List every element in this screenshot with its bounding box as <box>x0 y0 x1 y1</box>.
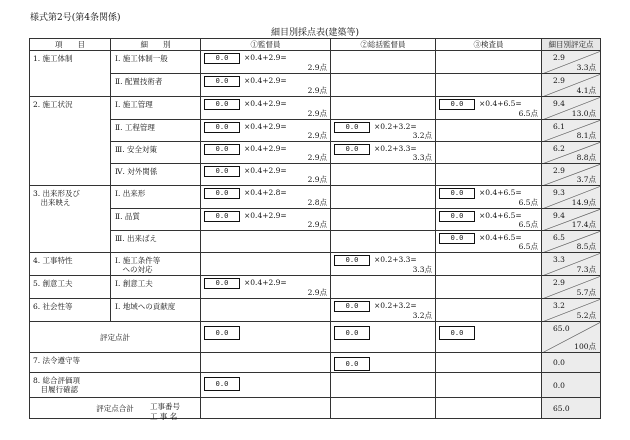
subitem-cell <box>111 186 201 209</box>
score-result: 2.9点 <box>307 109 327 118</box>
supervisor-cell <box>201 398 331 419</box>
item-label: 6. 社会性等 <box>33 302 73 311</box>
inspector-cell <box>436 299 542 322</box>
score-result: 2.9点 <box>307 175 327 184</box>
inspector-cell <box>436 373 542 398</box>
score-input-box[interactable]: 0.0 <box>439 326 475 340</box>
item-label: 2. 施工状況 <box>33 100 73 109</box>
inspector-cell <box>436 51 542 74</box>
evaluation-score: 65.0 <box>553 404 570 413</box>
score-input-box[interactable]: 0.0 <box>204 211 240 222</box>
subitem-label: Ⅳ. 対外関係 <box>115 167 158 176</box>
inspector-cell <box>436 164 542 186</box>
subitem-cell <box>111 97 201 120</box>
row-label-cell <box>30 322 201 353</box>
evaluation-score: 2.9 <box>553 166 565 175</box>
score-result: 3.3点 <box>412 265 432 274</box>
score-formula: ×0.2+3.2= <box>374 301 417 310</box>
subitem-label: Ⅱ. 配置技術者 <box>115 77 163 86</box>
supervisor-cell <box>201 51 331 74</box>
score-input-box[interactable]: 0.0 <box>334 326 370 340</box>
score-input-box[interactable]: 0.0 <box>204 144 240 155</box>
chief-supervisor-cell <box>331 164 436 186</box>
table-row <box>30 231 601 253</box>
inspector-cell <box>436 253 542 276</box>
evaluation-cell <box>542 142 601 164</box>
evaluation-max: 7.3点 <box>576 265 596 274</box>
score-input-box[interactable]: 0.0 <box>334 122 370 133</box>
subitem-label: Ⅰ. 施工条件等 への対応 <box>115 256 161 274</box>
chief-supervisor-cell <box>331 142 436 164</box>
supervisor-cell <box>201 120 331 142</box>
score-result: 6.5点 <box>518 109 538 118</box>
score-result: 2.9点 <box>307 288 327 297</box>
evaluation-score: 6.1 <box>553 122 565 131</box>
evaluation-max: 5.7点 <box>576 288 596 297</box>
subitem-label: Ⅱ. 工程管理 <box>115 123 155 132</box>
subitem-cell <box>111 253 201 276</box>
chief-supervisor-cell <box>331 322 436 353</box>
chief-supervisor-cell <box>331 276 436 299</box>
score-formula: ×0.4+2.9= <box>244 211 287 220</box>
score-input-box[interactable]: 0.0 <box>439 211 475 222</box>
evaluation-cell <box>542 398 601 419</box>
header-item: 項 目 <box>30 39 111 51</box>
row-label-cell <box>30 353 201 373</box>
supervisor-cell <box>201 322 331 353</box>
inspector-cell <box>436 186 542 209</box>
inspector-cell <box>436 120 542 142</box>
score-formula: ×0.4+2.9= <box>244 99 287 108</box>
subitem-cell <box>111 209 201 231</box>
score-input-box[interactable]: 0.0 <box>204 76 240 87</box>
inspector-cell <box>436 97 542 120</box>
evaluation-max: 3.7点 <box>576 175 596 184</box>
total-row <box>30 398 601 419</box>
supervisor-cell <box>201 164 331 186</box>
subitem-label: Ⅰ. 創意工夫 <box>115 279 153 288</box>
supervisor-cell <box>201 231 331 253</box>
score-formula: ×0.4+2.9= <box>244 53 287 62</box>
inspector-cell <box>436 322 542 353</box>
supervisor-cell <box>201 276 331 299</box>
supervisor-cell <box>201 373 331 398</box>
supervisor-cell <box>201 353 331 373</box>
subitem-label: Ⅲ. 安全対策 <box>115 145 158 154</box>
subitem-label: Ⅰ. 出来形 <box>115 189 146 198</box>
supervisor-cell <box>201 97 331 120</box>
evaluation-score: 0.0 <box>553 358 565 367</box>
item-cell <box>30 253 111 276</box>
score-input-box[interactable]: 0.0 <box>439 233 475 244</box>
row-label: 評定点合計 <box>96 404 134 413</box>
table-row <box>30 186 601 209</box>
row-label: 評定点計 <box>100 333 130 342</box>
inspector-cell <box>436 353 542 373</box>
score-formula: ×0.4+6.5= <box>479 233 522 242</box>
evaluation-max: 8.1点 <box>576 131 596 140</box>
chief-supervisor-cell <box>331 398 436 419</box>
subitem-cell <box>111 74 201 97</box>
score-result: 6.5点 <box>518 220 538 229</box>
item-label: 1. 施工体制 <box>33 54 73 63</box>
evaluation-max: 13.0点 <box>571 109 596 118</box>
inspector-cell <box>436 276 542 299</box>
evaluation-cell <box>542 51 601 74</box>
score-result: 2.9点 <box>307 131 327 140</box>
subitem-label: Ⅰ. 施工体制一般 <box>115 54 168 63</box>
score-input-box[interactable]: 0.0 <box>334 357 370 371</box>
inspector-cell <box>436 209 542 231</box>
score-input-box[interactable]: 0.0 <box>204 188 240 199</box>
subitem-cell <box>111 276 201 299</box>
score-result: 3.3点 <box>412 153 432 162</box>
table-row <box>30 253 601 276</box>
score-input-box[interactable]: 0.0 <box>439 188 475 199</box>
evaluation-cell <box>542 299 601 322</box>
header-supervisor: ①監督員 <box>201 39 331 51</box>
subitem-label: Ⅰ. 施工管理 <box>115 100 153 109</box>
score-result: 2.9点 <box>307 86 327 95</box>
item-cell <box>30 97 111 186</box>
row-label-cell <box>30 373 201 398</box>
evaluation-cell <box>542 209 601 231</box>
table-row <box>30 120 601 142</box>
evaluation-max: 3.3点 <box>576 63 596 72</box>
evaluation-score: 9.4 <box>553 211 565 220</box>
table-row <box>30 209 601 231</box>
item-label: 3. 出来形及び 出来映え <box>33 189 81 207</box>
header-inspector: ③検査員 <box>436 39 542 51</box>
item-cell <box>30 186 111 253</box>
evaluation-score: 6.2 <box>553 144 565 153</box>
evaluation-cell <box>542 120 601 142</box>
item-label: 5. 創意工夫 <box>33 279 73 288</box>
supervisor-cell <box>201 74 331 97</box>
subitem-cell <box>111 51 201 74</box>
score-result: 3.2点 <box>412 131 432 140</box>
score-input-box[interactable]: 0.0 <box>439 99 475 110</box>
table-row <box>30 276 601 299</box>
score-result: 2.8点 <box>307 198 327 207</box>
chief-supervisor-cell <box>331 209 436 231</box>
score-formula: ×0.4+6.5= <box>479 99 522 108</box>
chief-supervisor-cell <box>331 97 436 120</box>
evaluation-max: 8.5点 <box>576 242 596 251</box>
inspector-cell <box>436 74 542 97</box>
subitem-label: Ⅲ. 出来ばえ <box>115 234 158 243</box>
law-compliance-row <box>30 353 601 373</box>
evaluation-cell <box>542 97 601 120</box>
evaluation-max: 14.9点 <box>571 198 596 207</box>
score-formula: ×0.4+6.5= <box>479 211 522 220</box>
evaluation-cell <box>542 373 601 398</box>
score-input-box[interactable]: 0.0 <box>204 99 240 110</box>
evaluation-cell <box>542 353 601 373</box>
footer-construction-number: 工事番号 <box>150 402 180 411</box>
table-row <box>30 97 601 120</box>
score-formula: ×0.2+3.2= <box>374 122 417 131</box>
item-cell <box>30 51 111 97</box>
score-result: 2.9点 <box>307 220 327 229</box>
score-formula: ×0.4+2.9= <box>244 76 287 85</box>
evaluation-score: 9.4 <box>553 99 565 108</box>
score-input-box[interactable]: 0.0 <box>334 301 370 312</box>
score-input-box[interactable]: 0.0 <box>204 326 240 340</box>
evaluation-max: 5.2点 <box>576 311 596 320</box>
score-formula: ×0.4+2.9= <box>244 144 287 153</box>
evaluation-score: 3.2 <box>553 301 565 310</box>
supervisor-cell <box>201 209 331 231</box>
header-subitem: 細 別 <box>111 39 201 51</box>
score-result: 2.9点 <box>307 63 327 72</box>
table-row <box>30 299 601 322</box>
score-formula: ×0.2+3.3= <box>374 255 417 264</box>
table-row <box>30 51 601 74</box>
score-input-box[interactable]: 0.0 <box>204 278 240 289</box>
evaluation-max: 17.4点 <box>571 220 596 229</box>
score-result: 2.9点 <box>307 153 327 162</box>
score-input-box[interactable]: 0.0 <box>204 122 240 133</box>
inspector-cell <box>436 231 542 253</box>
score-formula: ×0.4+2.8= <box>244 188 287 197</box>
chief-supervisor-cell <box>331 253 436 276</box>
header-evaluation: 細目別評定点 <box>542 39 601 51</box>
evaluation-cell <box>542 231 601 253</box>
subitem-label: Ⅱ. 品質 <box>115 212 140 221</box>
evaluation-cell <box>542 253 601 276</box>
score-formula: ×0.4+2.9= <box>244 122 287 131</box>
scoring-table <box>29 38 601 419</box>
evaluation-max: 100点 <box>574 342 596 351</box>
chief-supervisor-cell <box>331 74 436 97</box>
evaluation-cell <box>542 164 601 186</box>
evaluation-score: 6.5 <box>553 233 565 242</box>
table-row <box>30 142 601 164</box>
row-label: 8. 総合評価項 目履行確認 <box>33 376 81 394</box>
supervisor-cell <box>201 299 331 322</box>
chief-supervisor-cell <box>331 299 436 322</box>
subitem-cell <box>111 120 201 142</box>
score-formula: ×0.4+6.5= <box>479 188 522 197</box>
document-title: 細目別採点表(建築等) <box>270 28 360 38</box>
subitem-cell <box>111 231 201 253</box>
item-cell <box>30 276 111 299</box>
table-header-row <box>30 39 601 51</box>
score-sum-row <box>30 322 601 353</box>
evaluation-max: 8.8点 <box>576 153 596 162</box>
supervisor-cell <box>201 186 331 209</box>
evaluation-score: 9.3 <box>553 188 565 197</box>
overall-evaluation-row <box>30 373 601 398</box>
row-label: 7. 法令遵守等 <box>33 356 81 365</box>
score-formula: ×0.2+3.3= <box>374 144 417 153</box>
supervisor-cell <box>201 142 331 164</box>
subitem-cell <box>111 142 201 164</box>
form-label: 様式第2号(第4条関係) <box>30 13 121 23</box>
evaluation-score: 2.9 <box>553 53 565 62</box>
chief-supervisor-cell <box>331 231 436 253</box>
evaluation-cell <box>542 186 601 209</box>
evaluation-score: 2.9 <box>553 76 565 85</box>
evaluation-max: 4.1点 <box>576 86 596 95</box>
score-input-box[interactable]: 0.0 <box>204 377 240 391</box>
evaluation-cell <box>542 74 601 97</box>
score-result: 3.2点 <box>412 311 432 320</box>
footer-construction-name: 工 事 名 <box>150 412 178 421</box>
evaluation-score: 0.0 <box>553 381 565 390</box>
score-input-box[interactable]: 0.0 <box>334 255 370 266</box>
score-input-box[interactable]: 0.0 <box>334 144 370 155</box>
evaluation-cell <box>542 276 601 299</box>
subitem-cell <box>111 299 201 322</box>
chief-supervisor-cell <box>331 353 436 373</box>
header-chief-supervisor: ②総括監督員 <box>331 39 436 51</box>
item-label: 4. 工事特性 <box>33 256 73 265</box>
score-result: 6.5点 <box>518 198 538 207</box>
inspector-cell <box>436 142 542 164</box>
score-result: 6.5点 <box>518 242 538 251</box>
score-input-box[interactable]: 0.0 <box>204 53 240 64</box>
item-cell <box>30 299 111 322</box>
score-input-box[interactable]: 0.0 <box>204 166 240 177</box>
chief-supervisor-cell <box>331 186 436 209</box>
chief-supervisor-cell <box>331 51 436 74</box>
chief-supervisor-cell <box>331 120 436 142</box>
evaluation-score: 3.3 <box>553 255 565 264</box>
table-row <box>30 74 601 97</box>
subitem-cell <box>111 164 201 186</box>
chief-supervisor-cell <box>331 373 436 398</box>
table-row <box>30 164 601 186</box>
subitem-label: Ⅰ. 地域への貢献度 <box>115 302 176 311</box>
supervisor-cell <box>201 253 331 276</box>
evaluation-cell <box>542 322 601 353</box>
inspector-cell <box>436 398 542 419</box>
score-formula: ×0.4+2.9= <box>244 278 287 287</box>
score-formula: ×0.4+2.9= <box>244 166 287 175</box>
evaluation-score: 2.9 <box>553 278 565 287</box>
evaluation-score: 65.0 <box>553 324 570 333</box>
